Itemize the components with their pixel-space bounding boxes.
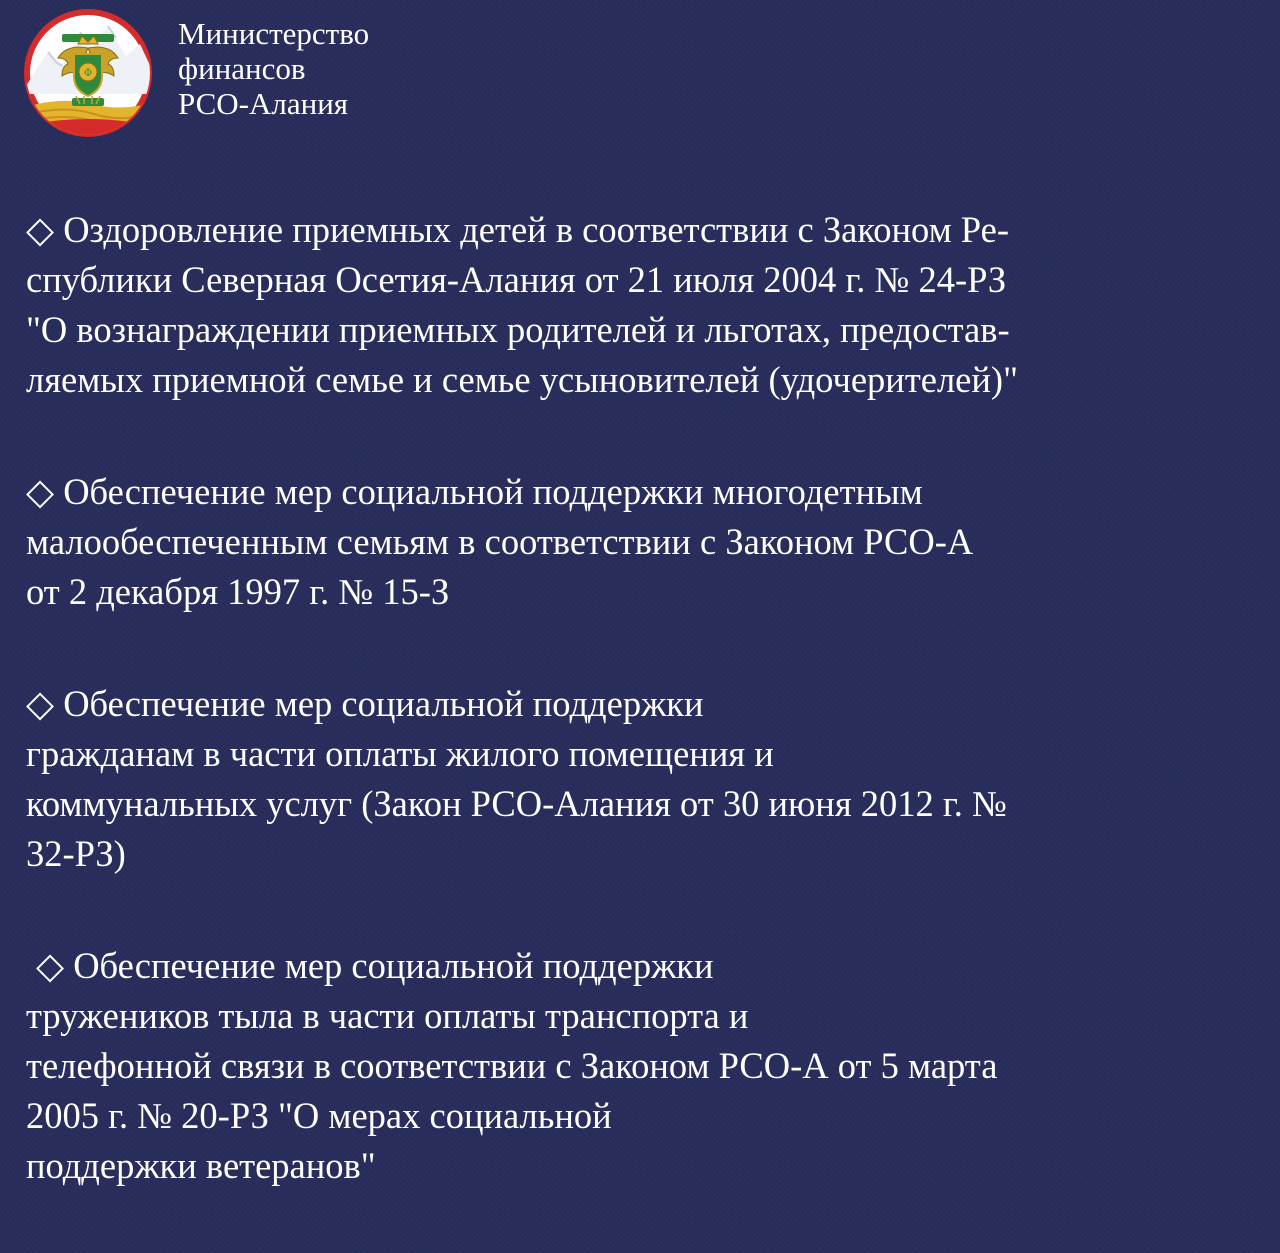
list-item-line: от 2 декабря 1997 г. № 15-З: [26, 571, 450, 612]
coat-of-arms-icon: [22, 4, 154, 142]
list-item-line: тружеников тыла в части оплаты транспорта и: [26, 995, 749, 1036]
list-item-line: 2005 г. № 20-РЗ "О мерах социальной: [26, 1095, 612, 1136]
list-item-line: поддержки ветеранов": [26, 1145, 376, 1186]
list-item-line: ◇ Обеспечение мер социальной поддержки: [26, 683, 704, 724]
list-item-line: телефонной связи в соответствии с Законом РСО-А от 5 марта: [26, 1045, 998, 1086]
list-item-line: ◇ Обеспечение мер социальной поддержки: [36, 945, 714, 986]
org-name-line-3: РСО-Алания: [178, 86, 349, 121]
list-item: [26, 467, 1266, 617]
list-item-line: ◇ Оздоровление приемных детей в соответствии с Законом Ре-: [26, 209, 1009, 250]
org-name-line-1: Министерство: [178, 16, 370, 51]
header: [22, 4, 542, 154]
list-item-line: малообеспеченным семьям в соответствии с Законом РСО-А: [26, 521, 974, 562]
list-item-line: "О вознаграждении приемных родителей и льготах, предостав-: [26, 309, 1010, 350]
measures-list: [26, 205, 1266, 1253]
list-item-line: 32-РЗ): [26, 833, 126, 874]
svg-text:Ф: Ф: [83, 68, 93, 79]
list-item: [26, 941, 1266, 1191]
list-item-line: коммунальных услуг (Закон РСО-Алания от 30 июня 2012 г. №: [26, 783, 1007, 824]
list-item: [26, 205, 1266, 405]
list-item-line: спублики Северная Осетия-Алания от 21 июля 2004 г. № 24-РЗ: [26, 259, 1007, 300]
list-item-line: ляемых приемной семье и семье усыновителей (удочерителей)": [26, 359, 1018, 400]
list-item-line: ◇ Обеспечение мер социальной поддержки многодетным: [26, 471, 923, 512]
list-item: [26, 679, 1266, 879]
org-name-line-2: финансов: [178, 51, 306, 86]
organization-name: [178, 16, 369, 121]
list-item-line: гражданам в части оплаты жилого помещения и: [26, 733, 774, 774]
